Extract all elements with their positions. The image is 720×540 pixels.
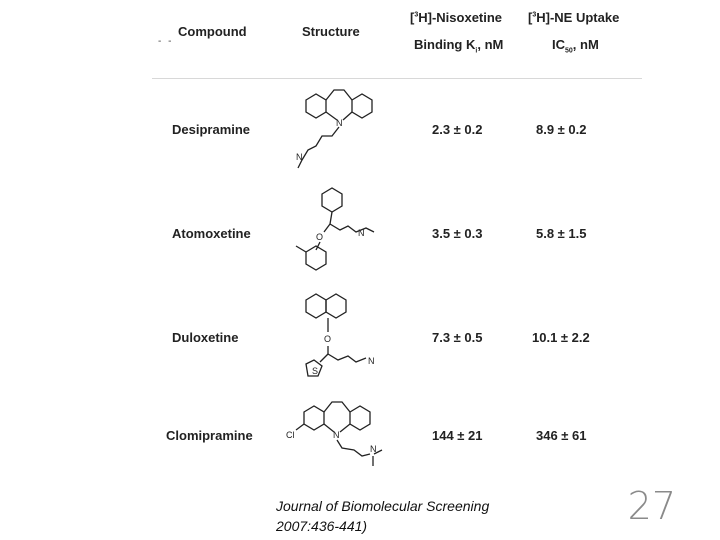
table-row (152, 396, 642, 472)
header-uptake-sub: $IC_{50}$, nM (552, 37, 599, 55)
header-uptake: [$^3$H]-NE Uptake (528, 10, 620, 25)
table-row (152, 186, 642, 284)
svg-text:N: N (368, 356, 375, 366)
binding-value: 7.3 ± 0.5 (432, 330, 483, 345)
header-binding-sub: Binding $K_i$, nM (414, 37, 504, 55)
structure-desipramine (294, 84, 384, 181)
uptake-value: 5.8 ± 1.5 (536, 226, 587, 241)
svg-text:Cl: Cl (286, 430, 295, 440)
uptake-value: 8.9 ± 0.2 (536, 122, 587, 137)
scan-mark: - - (158, 36, 174, 47)
svg-text:N: N (358, 228, 365, 238)
compound-name: Desipramine (172, 122, 251, 137)
svg-text:N: N (333, 430, 340, 440)
structure-clomipramine (284, 396, 388, 477)
svg-text:O: O (324, 334, 332, 344)
svg-text:N: N (336, 118, 343, 128)
header-structure: Structure (302, 24, 360, 39)
page-number: 27 (627, 484, 676, 528)
table-row (152, 82, 642, 178)
citation-journal: Journal of Biomolecular Screening (276, 498, 490, 514)
table-row (152, 288, 642, 388)
svg-text:O: O (316, 232, 324, 242)
structure-atomoxetine (294, 186, 384, 285)
citation-year: 2007:436-441) (276, 518, 368, 534)
uptake-value: 10.1 ± 2.2 (532, 330, 590, 345)
compound-name: Atomoxetine (172, 226, 251, 241)
binding-value: 3.5 ± 0.3 (432, 226, 483, 241)
compound-name: Duloxetine (172, 330, 239, 345)
header-compound: Compound (178, 24, 247, 39)
header-divider (152, 78, 642, 79)
binding-value: 2.3 ± 0.2 (432, 122, 483, 137)
data-table (152, 0, 642, 472)
header-binding: [$^3$H]-Nisoxetine (410, 10, 503, 25)
svg-text:N: N (370, 444, 377, 454)
structure-duloxetine (292, 290, 384, 391)
svg-text:N: N (296, 152, 303, 162)
binding-value: 144 ± 21 (432, 428, 483, 443)
compound-name: Clomipramine (166, 428, 253, 443)
svg-text:S: S (312, 366, 319, 376)
citation (276, 496, 489, 536)
uptake-value: 346 ± 61 (536, 428, 587, 443)
